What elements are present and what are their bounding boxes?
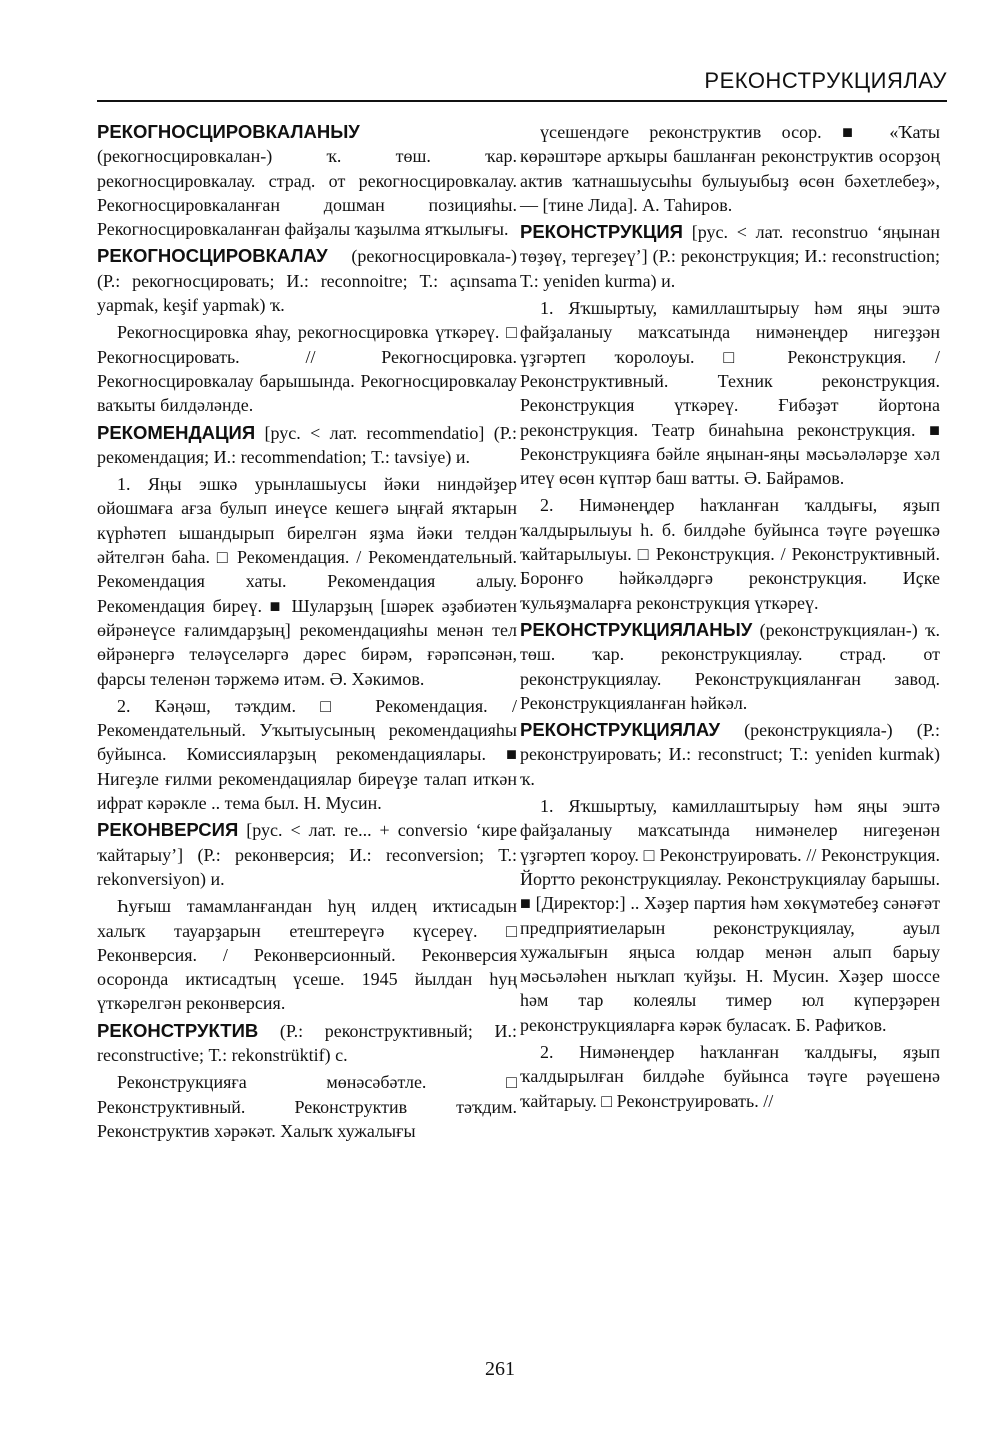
dictionary-entry [97,1019,517,1068]
entry-sense [520,120,940,217]
dictionary-entry [97,244,517,317]
entry-headword: РЕКОНВЕРСИЯ [97,819,239,841]
entry-sense [520,1040,940,1113]
entry-text: Һуғыш тамамланғандан һуң илдең иҡтисадын халыҡ тауарҙарын етештереүгә күсереү. □ Реконверсия. / Реконверсионный. Реконверсия осоронда иктисадтың үсеше. 1945 йылдан һуң үткәрелгән реконверсия. [97,896,517,1014]
entry-text: 2. Нимәнеңдер һаҡланған ҡалдығы, яҙып ҡалдырылыуы һ. б. билдәһе буйынса тәүге рәүешкә ҡайтарылыуы. □ Реконструкция. / Реконструктивный. Боронғо һәйкәлдәргә реконструкция. Иҫке ҡульяҙмаларға реконструкция үткәреү. [520,495,940,613]
right-column [520,120,940,1116]
dictionary-entry [97,120,517,241]
entry-sense [520,493,940,614]
entry-text: үсешендәге реконструктив осор. ■ «Ҡаты көрәштәре арҡыры башланған реконструктив осорҙоң актив ҡатнашыусыһы булыуыбыҙ өсөн бәхетлебеҙ», — [тине Лида]. А. Таһиров. [520,122,940,215]
entry-headword: РЕКОГНОСЦИРОВКАЛАНЫУ [97,121,360,142]
entry-text: 1. Яңы эшкә урынлашыусы йәки ниндәйҙер ойошмаға ағза булып инеүсе кешегә ыңғай яҡтарын күрһәтеп ышандырып бирелгән яҙма йәки телдән әйтелгән баһа. □ Рекомендация. / Рекомендательный. Рекомендация хаты. Рекомендация алыу. Рекомендация биреү. ■ Шуларҙың [шәрек әҙәбиәтен өйрәнеүсе ғалимдарҙың] рекомендацияһы менән тел өйрәнергә теләүселәргә дәрес бирәм, ғәрәпсәнән, фарсы теленән тәржемә итәм. Ә. Хәкимов. [97,474,517,689]
entry-text: (реконструкцияла-) (Р.: реконструировать; И.: reconstruct; Т.: yeniden kurmak) ҡ. [520,720,940,789]
running-header [97,60,947,102]
entry-text: (реконструкциялан-) ҡ. төш. ҡар. реконструкциялау. страд. от реконструкциялау. Реконструкцияланған завод. Реконструкцияланған һәйкәл. [520,619,940,713]
entry-sense [97,472,517,691]
dictionary-entry [97,818,517,891]
entry-sense [97,320,517,417]
entry-sense [97,894,517,1015]
entry-sense [520,794,940,1037]
entry-text: 2. Нимәнеңдер һаҡланған ҡалдығы, яҙып ҡалдырылған билдәһе буйынса тәүге рәүешенә ҡайтарыу. □ Реконструировать. // [520,1041,940,1111]
dictionary-entry [520,718,940,791]
entry-headword: РЕКОНСТРУКТИВ [97,1019,259,1041]
dictionary-entry [520,220,940,293]
entry-text: (Р.: реконструктивный; И.: reconstructive; Т.: rekonstrüktif) с. [97,1020,518,1065]
entry-headword: РЕКОНСТРУКЦИЯЛАУ [520,719,721,741]
entry-text: 2. Кәңәш, тәҡдим. □ Рекомендация. / Рекомендательный. Уҡытыусының рекомендацияһы буйынса. Комиссияларҙың рекомендациялары. ■ Нигеҙле ғилми рекомендациялар биреүҙе талап иткән ифрат кәрәкле .. тема был. Н. Мусин. [97,695,517,814]
entry-text: [рус. < лат. recommendatio] (Р.: рекомендация; И.: recommendation; Т.: tavsiye) и. [97,422,518,467]
entry-text: [рус. < лат. reconstruo ‘яңынан төҙөү, тергеҙеү’] (Р.: реконструкция; И.: reconstruction; Т.: yeniden kurma) и. [520,222,940,291]
entry-sense [97,694,517,815]
entry-sense [520,296,940,490]
entry-text: (рекогносцировкала-) (Р.: рекогносцировать; И.: reconnoitre; Т.: açınsama yapmak, keşif yapmak) ҡ. [97,246,517,316]
entry-text: (рекогносцировкалан-) ҡ. төш. ҡар. рекогносцировкалау. страд. от рекогносцировкалау. Рекогносцировкаланған дошман позицияһы. Рекогносцировкаланған файҙалы ҡаҙылма ятҡылығы. [97,146,517,240]
entry-text: Рекогносцировка яһау, рекогносцировка үткәреү. □ Рекогносцировать. // Рекогносцировка. Рекогносцировкалау барышында. Рекогносцировкалау ваҡыты билдәләнде. [97,322,517,416]
dictionary-entry [520,618,940,715]
entry-headword: РЕКОНСТРУКЦИЯ [520,221,683,243]
entry-sense [97,1070,517,1143]
entry-text: 1. Яҡшыртыу, камиллаштырыу һәм яңы эштә файҙаланыу маҡсатында нимәнеңдер нигеҙҙән үҙгәртеп ҡоролоуы. □ Реконструкция. / Реконструктивный. Техник реконструкция. Реконструкция үткәреү. Ғибәҙәт йортона реконструкция. Театр бинаһына реконструкция. ■ Реконструкцияға бәйле яңынан-яңы мәсьәләләрҙе хәл итеү өсөн күптәр баш ватты. Ә. Байрамов. [520,298,940,489]
entry-headword: РЕКОГНОСЦИРОВКАЛАУ [97,245,328,267]
dictionary-entry [97,421,517,470]
entry-text: 1. Яҡшыртыу, камиллаштырыу һәм яңы эштә файҙаланыу маҡсатында нимәнелер нигеҙенән үҙгәртеп ҡороу. □ Реконструировать. // Реконструкция. Йортто реконструкциялау. Реконструкциялау барышы. ■ [Директор:] .. Хәҙер партия һәм хөкүмәтебеҙ сәнәғәт предприятиеларын реконструкциялау, ауыл хужалығын яңыса юлдар менән алып барыу мәсьәләһен ныҡлап ҡуйҙы. Н. Мусин. Хәҙер шоссе һәм тар колеялы тимер юл күперҙәрен реконструкцияларға кәрәк буласаҡ. Б. Рафиҡов. [520,796,940,1035]
left-column [97,120,517,1146]
running-header-title: РЕКОНСТРУКЦИЯЛАУ [704,68,947,93]
entry-text: Реконструкцияға мөнәсәбәтле. □ Реконструктивный. Реконструктив тәҡдим. Реконструктив хәрәкәт. Халыҡ хужалығы [97,1072,517,1141]
entry-headword: РЕКОМЕНДАЦИЯ [97,421,256,443]
entry-headword: РЕКОНСТРУКЦИЯЛАНЫУ [520,618,753,640]
entry-text: [рус. < лат. re... + conversio ‘кире ҡайтарыу’] (Р.: реконверсия; И.: reconversion; Т.: rekonversiyon) и. [97,820,518,889]
page-number: 261 [485,1358,515,1380]
